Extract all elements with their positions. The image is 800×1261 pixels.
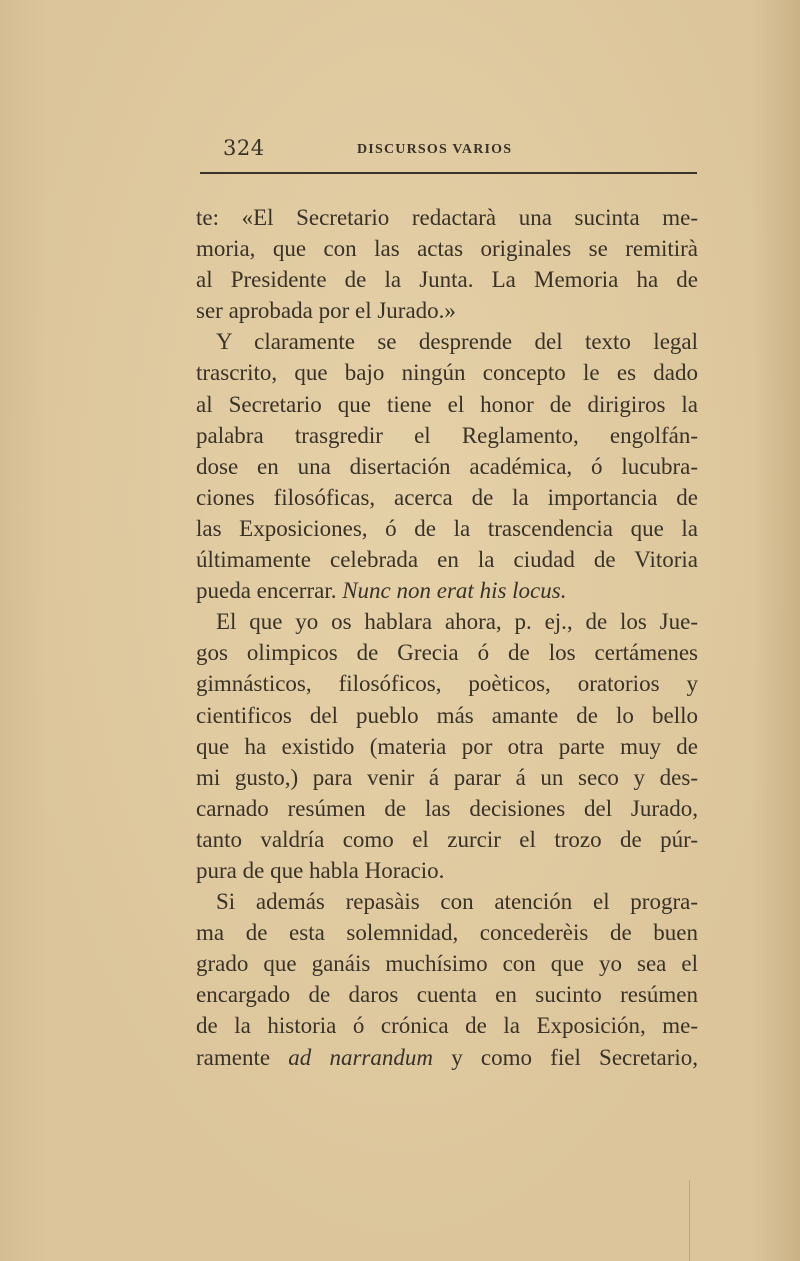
text-line: tanto valdría como el zurcir el trozo de púr- (196, 826, 698, 852)
text-line: grado que ganáis muchísimo con que yo sea el (196, 951, 698, 977)
text-line: encargado de daros cuenta en sucinto resúmen (196, 982, 698, 1008)
text-line: al Secretario que tiene el honor de dirigiros la (196, 391, 698, 417)
paper-fold-mark (689, 1180, 690, 1261)
text-line: gimnásticos, filosóficos, poèticos, oratorios y (196, 671, 698, 697)
header-rule (200, 172, 697, 174)
text-line: las Exposiciones, ó de la trascendencia que la (196, 515, 698, 541)
paragraph-start: El que yo os hablara ahora, p. ej., de los Jue- (216, 609, 698, 635)
text-line: trascrito, que bajo ningún concepto le es dado (196, 360, 698, 386)
page-header (197, 136, 697, 160)
text-line (196, 575, 698, 606)
text-line: gos olimpicos de Grecia ó de los certámenes (196, 640, 698, 666)
latin-phrase: ad narrandum (288, 1044, 433, 1070)
paragraph-start: Si además repasàis con atención el progra- (216, 889, 698, 915)
page-number: 324 (223, 136, 265, 160)
text-line: que ha existido (materia por otra parte muy de (196, 733, 698, 759)
text-line: palabra trasgredir el Reglamento, engolfán- (196, 422, 698, 448)
text-line: de la historia ó crónica de la Exposición, me- (196, 1013, 698, 1039)
text-line (196, 1042, 698, 1073)
text-line: ciones filosóficas, acerca de la importancia de (196, 484, 698, 510)
text-line: ma de esta solemnidad, concederèis de buen (196, 920, 698, 946)
text-line: carnado resúmen de las decisiones del Jurado, (196, 795, 698, 821)
text-line: te: «El Secretario redactarà una sucinta me- (196, 205, 698, 230)
body-text (196, 202, 698, 1073)
text-line: cientificos del pueblo más amante de lo bello (196, 702, 698, 728)
text-line: moria, que con las actas originales se remitirà (196, 236, 698, 262)
running-title: DISCURSOS VARIOS (357, 142, 513, 157)
text-fragment: ramente (196, 1044, 271, 1070)
text-line: mi gusto,) para venir á parar á un seco y des- (196, 764, 698, 790)
paragraph-start: Y claramente se desprende del texto legal (216, 329, 698, 355)
text-fragment: pueda encerrar. (196, 578, 337, 604)
text-line: pura de que habla Horacio. (196, 857, 445, 883)
text-line: últimamente celebrada en la ciudad de Vitoria (196, 547, 698, 573)
text-line: ser aprobada por el Jurado.» (196, 298, 456, 324)
text-line: dose en una disertación académica, ó lucubra- (196, 453, 698, 479)
text-line: al Presidente de la Junta. La Memoria ha de (196, 267, 698, 293)
text-fragment: y como fiel Secretario, (451, 1044, 699, 1070)
latin-quote: Nunc non erat his locus. (342, 578, 567, 604)
